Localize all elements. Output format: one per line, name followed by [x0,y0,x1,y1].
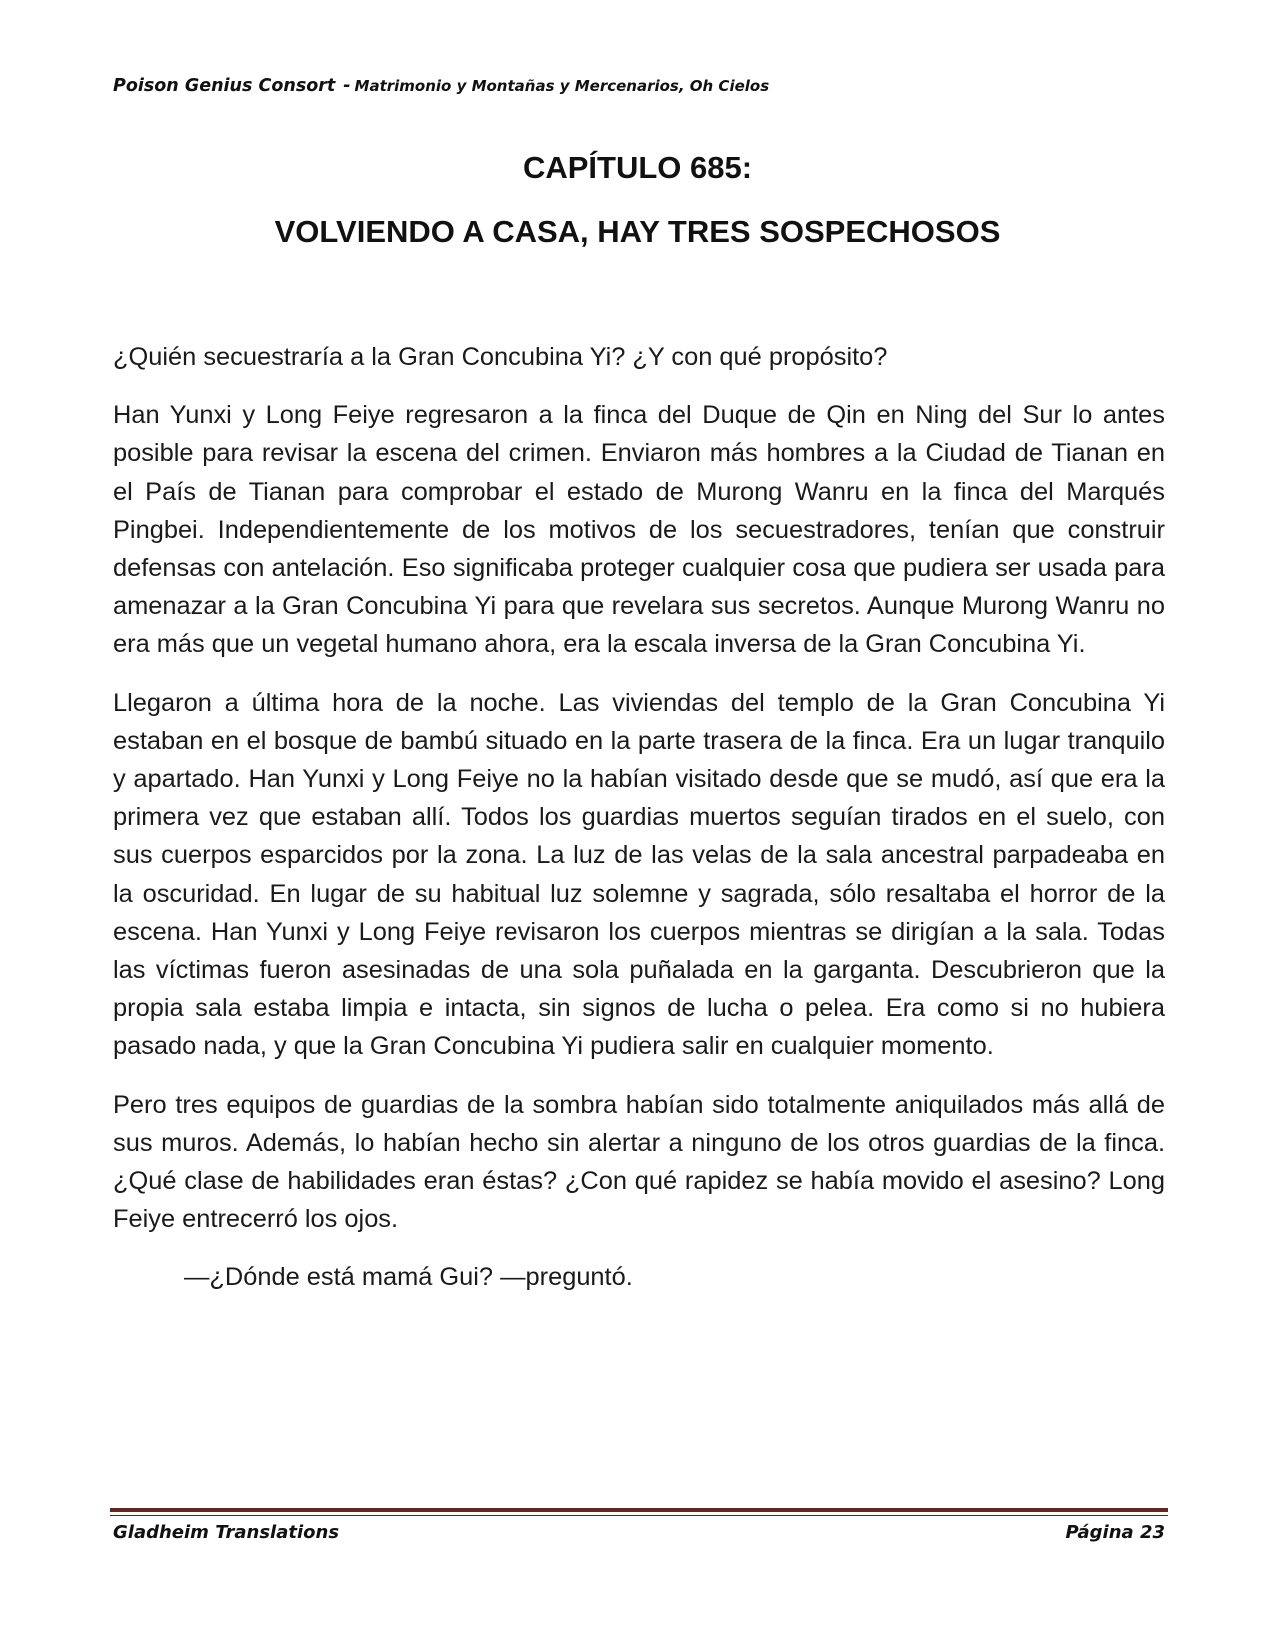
header-book-title: Poison Genius Consort [113,76,336,96]
paragraph-1: ¿Quién secuestraría a la Gran Concubina Yi? ¿Y con qué propósito? [113,343,888,371]
chapter-body [113,338,1165,1317]
header-separator: - [343,76,351,96]
running-header [113,76,769,96]
page-number: Página 23 [1065,1522,1165,1543]
dialogue-line: —¿Dónde está mamá Gui? —preguntó. [184,1263,633,1292]
footer-divider-thin [110,1515,1168,1516]
paragraph-3: Llegaron a última hora de la noche. Las viviendas del templo de la Gran Concubina Yi estaban en el bosque de bambú situado en la parte trasera de la finca. Era un lugar tranquilo y apartado. Han Yunxi y Long Feiye no la habían visitado desde que se mudó, así que era la primera vez que estaban allí. Todos los guardias muertos seguían tirados en el suelo, con sus cuerpos esparcidos por la zona. La luz de las velas de la sala ancestral parpadeaba en la oscuridad. En lugar de su habitual luz solemne y sagrada, sólo resaltaba el horror de la escena. Han Yunxi y Long Feiye revisaron los cuerpos mientras se dirigían a la sala. Todas las víctimas fueron asesinadas de una sola puñalada en la garganta. Descubrieron que la propia sala estaba limpia e intacta, sin signos de lucha o pelea. Era como si no hubiera pasado nada, y que la Gran Concubina Yi pudiera salir en cualquier momento. [113,688,1165,1061]
paragraph-4: Pero tres equipos de guardias de la sombra habían sido totalmente aniquilados más allá de sus muros. Además, lo habían hecho sin alertar a ninguno de los otros guardias de la finca. ¿Qué clase de habilidades eran éstas? ¿Con qué rapidez se había movido el asesino? Long Feiye entrecerró los ojos. [113,1090,1165,1234]
chapter-number: CAPÍTULO 685: [522,150,753,185]
chapter-title: VOLVIENDO A CASA, HAY TRES SOSPECHOSOS [274,214,1001,249]
paragraph-2: Han Yunxi y Long Feiye regresaron a la finca del Duque de Qin en Ning del Sur lo antes posible para revisar la escena del crimen. Enviaron más hombres a la Ciudad de Tianan en el País de Tianan para comprobar el estado de Murong Wanru en la finca del Marqués Pingbei. Independientemente de los motivos de los secuestradores, tenían que construir defensas con antelación. Eso significaba proteger cualquier cosa que pudiera ser usada para amenazar a la Gran Concubina Yi para que revelara sus secretos. Aunque Murong Wanru no era más que un vegetal humano ahora, era la escala inversa de la Gran Concubina Yi. [113,401,1165,659]
footer-publisher: Gladheim Translations [113,1522,340,1543]
header-subtitle: Matrimonio y Montañas y Mercenarios, Oh Cielos [354,77,770,95]
footer-divider [110,1508,1168,1512]
